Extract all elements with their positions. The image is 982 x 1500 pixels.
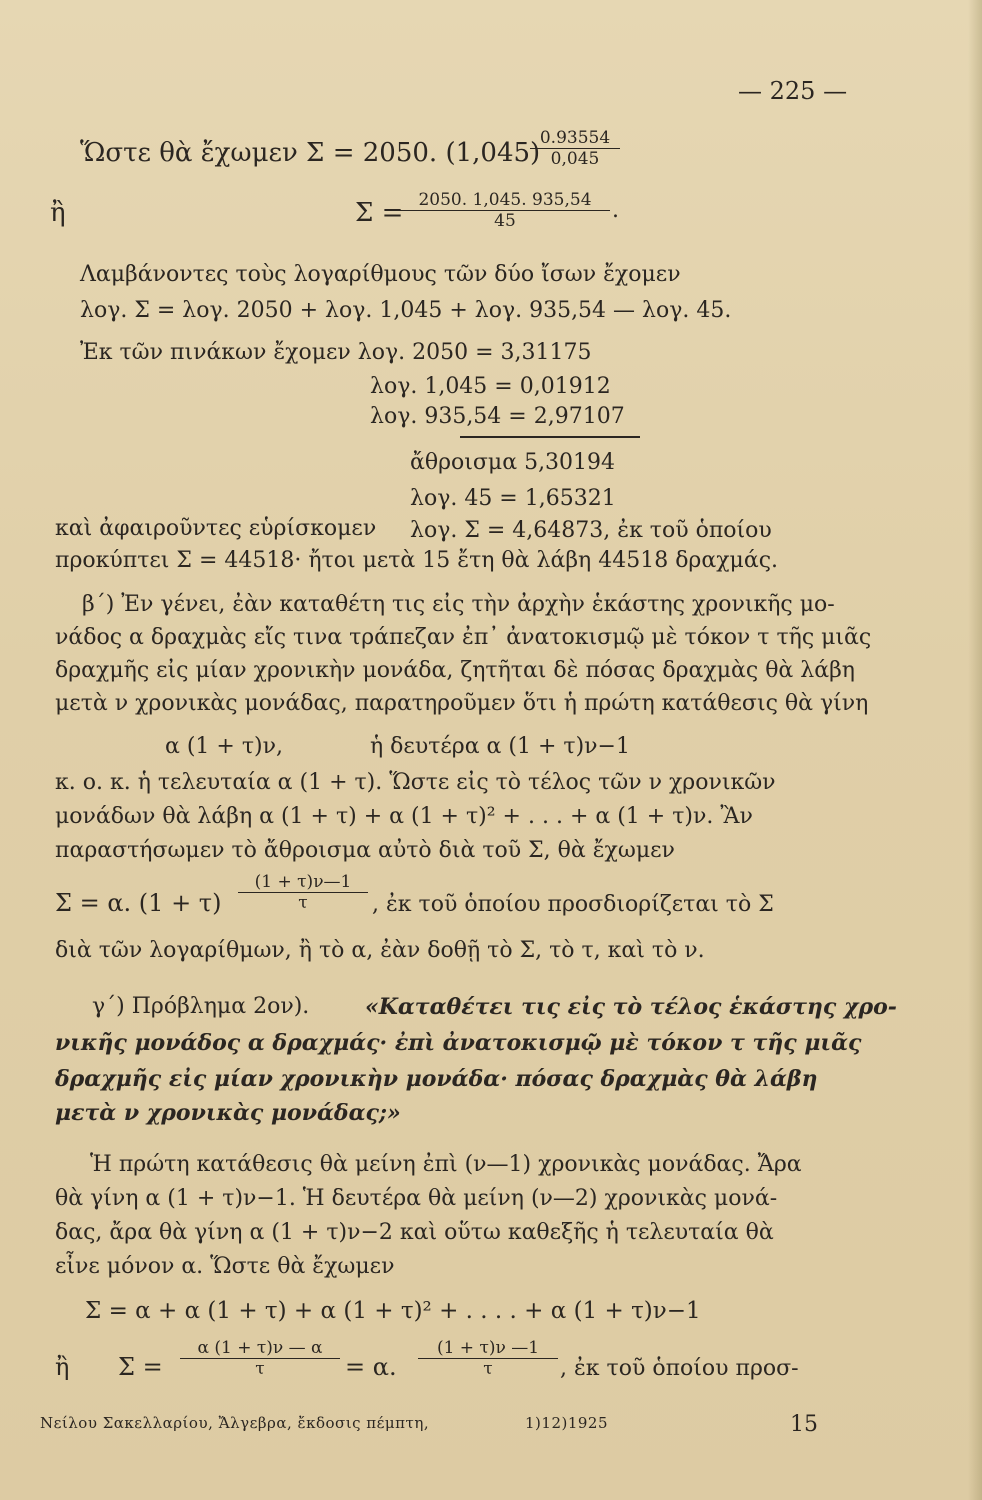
problem-statement: νικῆς μονάδος α δραχμάς· ἐπὶ ἀνατοκισμῷ μὲ τόκον τ τῆς μιᾶς xyxy=(55,1030,862,1056)
equation-sum-line: Ὥστε θὰ ἔχωμεν Σ = 2050. (1,045) xyxy=(80,138,541,168)
equation-sigma: Σ = α. (1 + τ) xyxy=(55,889,222,917)
table-log-45: λογ. 45 = 1,65321 xyxy=(410,486,616,511)
paragraph-line: νάδος α δραχμὰς εἴς τινα τράπεζαν ἐπ᾽ ἀνατοκισμῷ μὲ τόκον τ τῆς μιᾶς xyxy=(55,625,872,650)
growth-fraction: (1 + τ)ν—1 τ xyxy=(238,872,368,913)
sigma-equals: Σ = xyxy=(355,198,404,228)
paragraph-line: β΄) Ἐν γένει, ἐὰν καταθέτη τις εἰς τὴν ἀρχὴν ἑκάστης χρονικῆς μο- xyxy=(82,592,835,617)
series-equation: Σ = α + α (1 + τ) + α (1 + τ)² + . . . . + α (1 + τ)ν−1 xyxy=(85,1298,701,1324)
text-line: προκύπτει Σ = 44518· ἤτοι μετὰ 15 ἔτη θὰ λάβη 44518 δραχμάς. xyxy=(55,548,779,573)
text-line: καὶ ἀφαιροῦντες εὑρίσκομεν xyxy=(55,516,377,541)
footer-publication: Νείλου Σακελλαρίου, Ἄλγεβρα, ἔκδοσις πέμπτη, xyxy=(40,1414,430,1432)
period-mark: . xyxy=(612,198,619,223)
problem-statement: δραχμῆς εἰς μίαν χρονικὴν μονάδα· πόσας δραχμὰς θὰ λάβη xyxy=(55,1066,818,1092)
page-edge xyxy=(968,0,982,1500)
paragraph-line: δας, ἄρα θὰ γίνη α (1 + τ)ν−2 καὶ οὕτω καθεξῆς ἡ τελευταία θὰ xyxy=(55,1220,774,1245)
problem-statement: μετὰ ν χρονικὰς μονάδας;» xyxy=(55,1100,401,1126)
equation-log-sum: λογ. Σ = λογ. 2050 + λογ. 1,045 + λογ. 935,54 — λογ. 45. xyxy=(80,298,732,323)
or-word: ἢ xyxy=(55,1353,70,1381)
table-log-2050: Ἐκ τῶν πινάκων ἔχομεν λογ. 2050 = 3,31175 xyxy=(80,340,592,365)
sum-rule xyxy=(460,436,640,438)
fraction-exponent: 0.93554 0,045 xyxy=(530,128,620,169)
or-word: ἢ xyxy=(50,198,66,228)
problem-statement: «Καταθέτει τις εἰς τὸ τέλος ἑκάστης χρο- xyxy=(365,994,897,1020)
sigma-equals: Σ = xyxy=(118,1353,163,1381)
sum-fraction-general: α (1 + τ)ν — α τ xyxy=(180,1338,340,1379)
paragraph-line: θὰ γίνη α (1 + τ)ν−1. Ἡ δευτέρα θὰ μείνη (ν—2) χρονικὰς μονά- xyxy=(55,1186,778,1211)
problem-label: γ΄) Πρόβλημα 2ον). xyxy=(92,994,310,1019)
page-number: — 225 — xyxy=(738,77,848,105)
text-line: διὰ τῶν λογαρίθμων, ἢ τὸ α, ἐὰν δοθῇ τὸ Σ, τὸ τ, καὶ τὸ ν. xyxy=(55,938,705,963)
equation-tail: , ἐκ τοῦ ὁποίου προσ- xyxy=(560,1356,799,1381)
paragraph-line: Ἡ πρώτη κατάθεσις θὰ μείνη ἐπὶ (ν—1) χρονικὰς μονάδας. Ἄρα xyxy=(90,1152,802,1177)
table-log-1045: λογ. 1,045 = 0,01912 xyxy=(370,374,611,399)
paragraph-line: παραστήσωμεν τὸ ἄθροισμα αὐτὸ διὰ τοῦ Σ, θὰ ἔχωμεν xyxy=(55,838,675,863)
text-line: Λαμβάνοντες τοὺς λογαρίθμους τῶν δύο ἴσων ἔχομεν xyxy=(80,262,681,287)
equation-tail: , ἐκ τοῦ ὁποίου προσδιορίζεται τὸ Σ xyxy=(372,892,774,917)
log-sigma-result: λογ. Σ = 4,64873, ἐκ τοῦ ὁποίου xyxy=(410,518,772,543)
equals-alpha: = α. xyxy=(345,1353,397,1381)
table-log-93554: λογ. 935,54 = 2,97107 xyxy=(370,404,625,429)
paragraph-line: μετὰ ν χρονικὰς μονάδας, παρατηροῦμεν ὅτι ἡ πρώτη κατάθεσις θὰ γίνη xyxy=(55,691,869,716)
formula-second-deposit: ἡ δευτέρα α (1 + τ)ν−1 xyxy=(370,734,630,759)
paragraph-line: εἶνε μόνον α. Ὥστε θὰ ἔχωμεν xyxy=(55,1254,395,1279)
paragraph-line: μονάδων θὰ λάβη α (1 + τ) + α (1 + τ)² + . . . + α (1 + τ)ν. Ἂν xyxy=(55,804,753,829)
paragraph-line: κ. ο. κ. ἡ τελευταία α (1 + τ). Ὥστε εἰς τὸ τέλος τῶν ν χρονικῶν xyxy=(55,770,776,795)
footer-date: 1)12)1925 xyxy=(525,1414,609,1432)
log-total: ἄθροισμα 5,30194 xyxy=(410,450,616,475)
growth-fraction-general: (1 + τ)ν —1 τ xyxy=(418,1338,558,1379)
formula-first-deposit: α (1 + τ)ν, xyxy=(165,734,283,759)
sheet-number: 15 xyxy=(790,1412,818,1437)
sum-fraction: 2050. 1,045. 935,54 45 xyxy=(400,190,610,231)
paragraph-line: δραχμῆς εἰς μίαν χρονικὴν μονάδα, ζητῆται δὲ πόσας δραχμὰς θὰ λάβη xyxy=(55,658,855,683)
